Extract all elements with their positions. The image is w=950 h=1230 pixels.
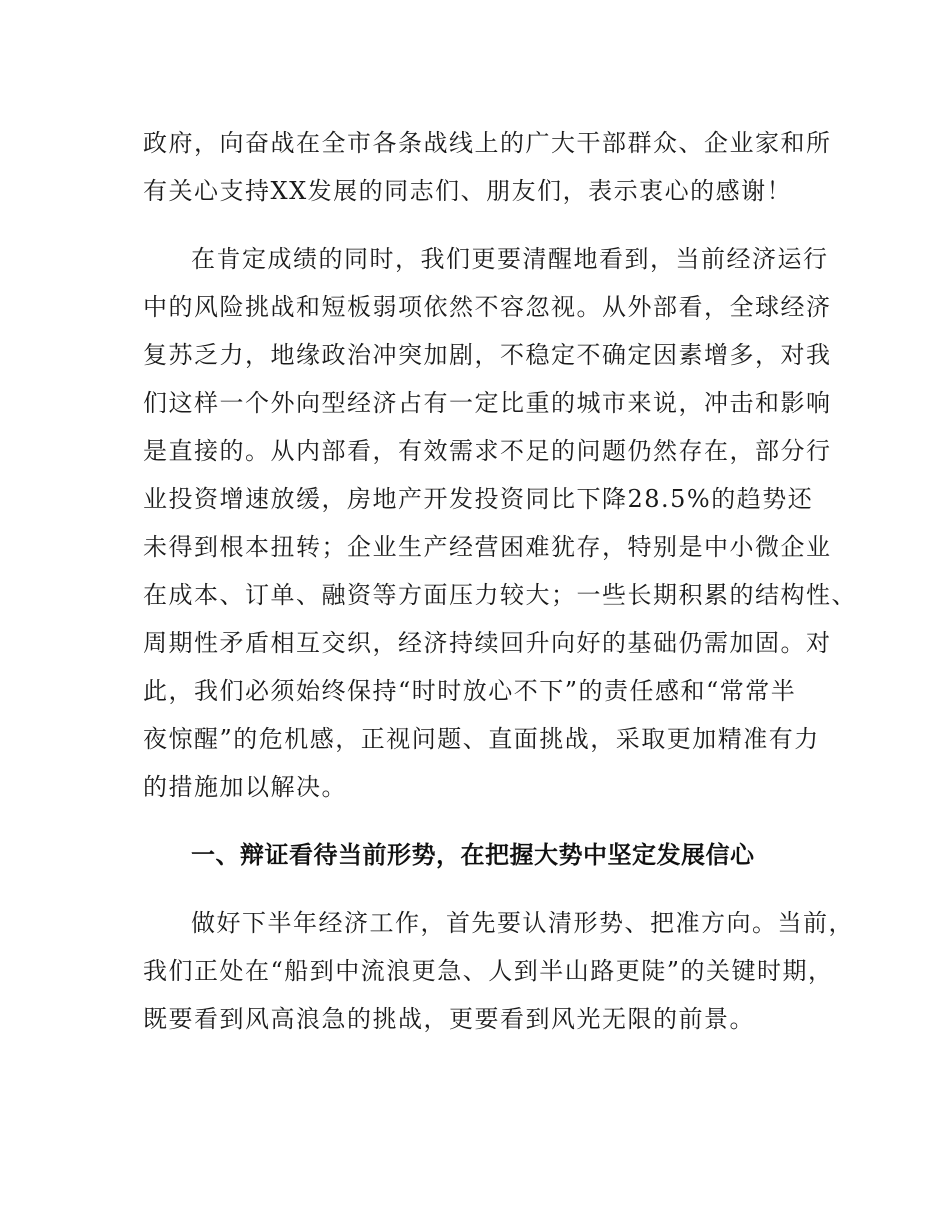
text-line: 未得到根本扭转；企业生产经营困难犹存，特别是中小微企业 [143,533,832,561]
text-line: 既要看到风高浪急的挑战，更要看到风光无限的前景。 [143,1005,755,1033]
text-line: 政府，向奋战在全市各条战线上的广大干部群众、企业家和所 [143,129,832,157]
text-line: 此，我们必须始终保持“时时放心不下”的责任感和“常常半 [143,677,797,705]
text-line: 业投资增速放缓，房地产开发投资同比下降28.5%的趋势还 [143,485,814,513]
text-line: 的措施加以解决。 [143,773,347,801]
text-line: 周期性矛盾相互交织，经济持续回升向好的基础仍需加固。对 [143,629,832,657]
text-line: 有关心支持XX发展的同志们、朋友们，表示衷心的感谢！ [143,177,793,205]
text-line: 在肯定成绩的同时，我们更要清醒地看到，当前经济运行 [191,245,829,273]
text-line: 们这样一个外向型经济占有一定比重的城市来说，冲击和影响 [143,389,832,417]
text-line: 在成本、订单、融资等方面压力较大；一些长期积累的结构性、 [143,581,857,609]
text-line: 我们正处在“船到中流浪更急、人到半山路更陡”的关键时期， [143,957,834,985]
text-line: 做好下半年经济工作，首先要认清形势、把准方向。当前， [191,909,854,937]
text-line: 是直接的。从内部看，有效需求不足的问题仍然存在，部分行 [143,437,832,465]
text-line: 中的风险挑战和短板弱项依然不容忽视。从外部看，全球经济 [143,293,832,321]
section-heading: 一、辩证看待当前形势，在把握大势中坚定发展信心 [191,841,755,869]
text-line: 复苏乏力，地缘政治冲突加剧，不稳定不确定因素增多，对我 [143,341,832,369]
text-line: 夜惊醒”的危机感，正视问题、直面挑战，采取更加精准有力 [143,725,820,753]
